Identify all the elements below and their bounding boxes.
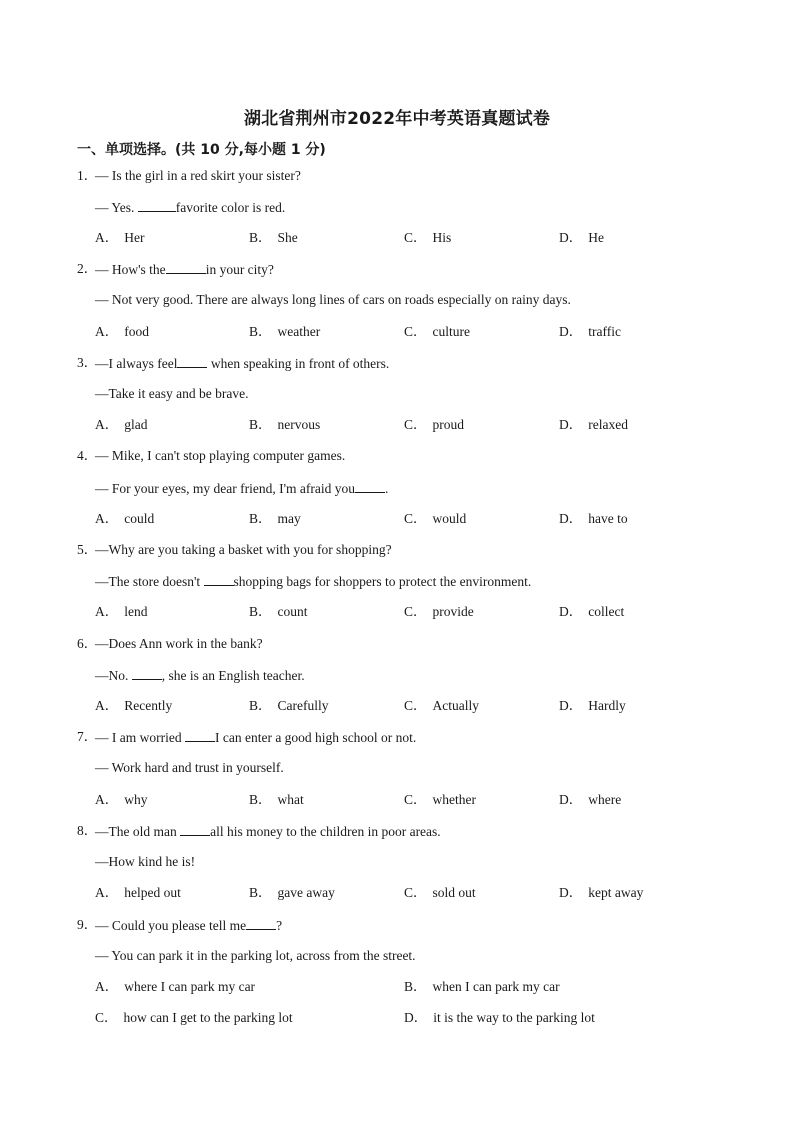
question-response: — Work hard and trust in yourself. <box>95 760 284 775</box>
option-d: D． traffic <box>559 324 621 339</box>
option-d: D． relaxed <box>559 417 628 432</box>
question-prompt: — Could you please tell me ? <box>95 918 283 933</box>
answer-blank <box>355 480 385 493</box>
option-d: D． kept away <box>559 885 644 900</box>
question-prompt: — How's the in your city? <box>95 262 274 277</box>
answer-blank <box>204 573 234 586</box>
option-b: B． She <box>249 230 298 245</box>
question-response: — Not very good. There are always long lines of cars on roads especially on rainy days. <box>95 292 571 307</box>
question-prompt: —I always feel when speaking in front of others. <box>95 356 390 371</box>
question-number: 7． <box>77 729 98 744</box>
question-response: —No. , she is an English teacher. <box>95 668 305 683</box>
option-a: A． Her <box>95 230 145 245</box>
question-number: 5． <box>77 542 98 557</box>
exam-title: 湖北省荆州市2022年中考英语真题试卷 <box>243 109 551 129</box>
question-response: — For your eyes, my dear friend, I'm afraid you . <box>95 481 389 496</box>
option-d: D． it is the way to the parking lot <box>404 1010 595 1025</box>
question-prompt: —Why are you taking a basket with you for shopping? <box>95 542 392 557</box>
option-c: C． culture <box>404 324 470 339</box>
option-b: B． what <box>249 792 304 807</box>
question-response: — You can park it in the parking lot, across from the street. <box>95 948 416 963</box>
option-c: C． sold out <box>404 885 476 900</box>
option-c: C． Actually <box>404 698 480 713</box>
option-c: C． whether <box>404 792 476 807</box>
question-number: 8． <box>77 823 98 838</box>
option-a: A． glad <box>95 417 148 432</box>
question-number: 2． <box>77 261 98 276</box>
section-heading: 一、单项选择。(共 10 分,每小题 1 分) <box>77 142 326 158</box>
question-number: 9． <box>77 917 98 932</box>
answer-blank <box>177 355 207 368</box>
question-number: 6． <box>77 636 98 651</box>
option-d: D． He <box>559 230 604 245</box>
question-response: — Yes. favorite color is red. <box>95 200 286 215</box>
option-d: D． Hardly <box>559 698 626 713</box>
option-b: B． gave away <box>249 885 335 900</box>
option-c: C． would <box>404 511 467 526</box>
question-response: —The store doesn't shopping bags for shoppers to protect the environment. <box>95 574 532 589</box>
question-prompt: —The old man all his money to the children in poor areas. <box>95 824 441 839</box>
question-response: —How kind he is! <box>95 854 196 869</box>
answer-blank <box>185 729 215 742</box>
option-a: A． why <box>95 792 148 807</box>
option-b: B． nervous <box>249 417 321 432</box>
option-c: C． proud <box>404 417 465 432</box>
option-b: B． when I can park my car <box>404 979 560 994</box>
option-b: B． Carefully <box>249 698 329 713</box>
question-response: —Take it easy and be brave. <box>95 386 249 401</box>
question-prompt: — I am worried I can enter a good high school or not. <box>95 730 417 745</box>
answer-blank <box>166 261 206 274</box>
option-c: C． how can I get to the parking lot <box>95 1010 293 1025</box>
option-b: B． may <box>249 511 301 526</box>
question-number: 4． <box>77 448 98 463</box>
option-d: D． have to <box>559 511 628 526</box>
answer-blank <box>246 917 276 930</box>
option-d: D． collect <box>559 604 625 619</box>
option-c: C． provide <box>404 604 474 619</box>
question-prompt: — Is the girl in a red skirt your sister? <box>95 168 301 183</box>
option-b: B． weather <box>249 324 321 339</box>
option-a: A． lend <box>95 604 148 619</box>
option-b: B． count <box>249 604 308 619</box>
question-prompt: —Does Ann work in the bank? <box>95 636 263 651</box>
option-d: D． where <box>559 792 622 807</box>
option-c: C． His <box>404 230 452 245</box>
question-prompt: — Mike, I can't stop playing computer games. <box>95 448 346 463</box>
question-number: 1． <box>77 168 98 183</box>
answer-blank <box>138 199 176 212</box>
option-a: A． food <box>95 324 149 339</box>
answer-blank <box>180 823 210 836</box>
option-a: A． where I can park my car <box>95 979 256 994</box>
option-a: A． helped out <box>95 885 181 900</box>
question-number: 3． <box>77 355 98 370</box>
option-a: A． Recently <box>95 698 173 713</box>
answer-blank <box>132 667 162 680</box>
option-a: A． could <box>95 511 155 526</box>
